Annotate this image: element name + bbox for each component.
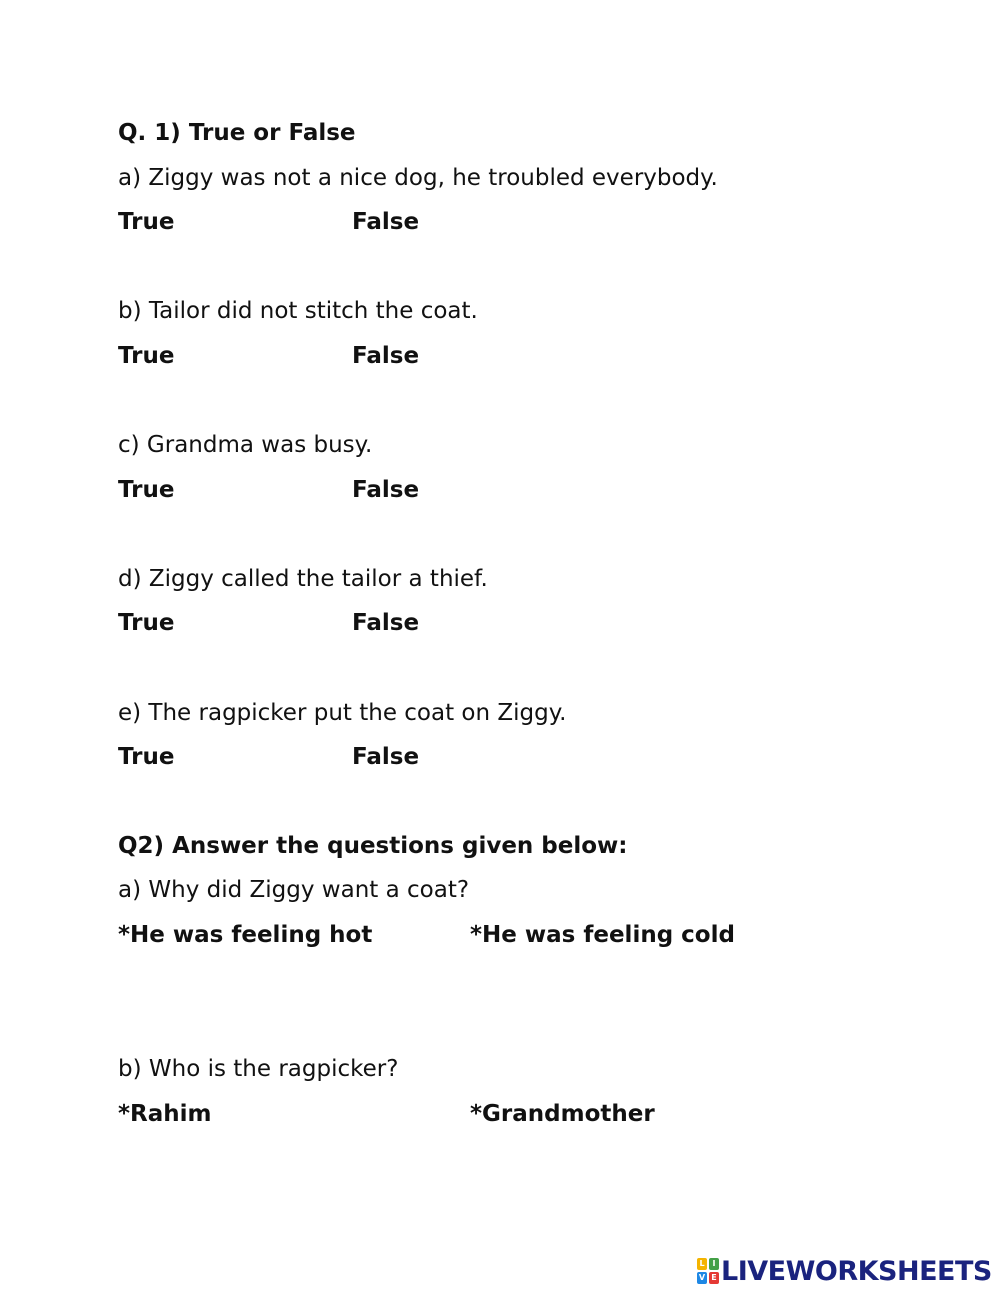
- q1-e-question: e) The ragpicker put the coat on Ziggy.: [118, 700, 567, 726]
- q1-d-option-false[interactable]: False: [352, 610, 420, 636]
- liveworksheets-logo: [697, 1256, 992, 1286]
- q1-a-option-false[interactable]: False: [352, 209, 420, 235]
- q2-a-option-1[interactable]: *He was feeling hot: [118, 922, 373, 948]
- q2-a-option-2[interactable]: *He was feeling cold: [470, 922, 735, 948]
- q1-d-question: d) Ziggy called the tailor a thief.: [118, 566, 488, 592]
- logo-block-l: L: [697, 1258, 707, 1270]
- q2-b-option-1[interactable]: *Rahim: [118, 1101, 212, 1127]
- q2-b-option-2[interactable]: *Grandmother: [470, 1101, 655, 1127]
- q1-e-option-true[interactable]: True: [118, 744, 175, 770]
- q1-a-option-true[interactable]: True: [118, 209, 175, 235]
- q1-c-question: c) Grandma was busy.: [118, 432, 373, 458]
- q1-c-option-true[interactable]: True: [118, 477, 175, 503]
- q1-d-option-true[interactable]: True: [118, 610, 175, 636]
- logo-block-v: V: [698, 1273, 706, 1282]
- q1-b-question: b) Tailor did not stitch the coat.: [118, 298, 478, 324]
- q1-a-question: a) Ziggy was not a nice dog, he troubled everybody.: [118, 165, 718, 191]
- q1-b-option-false[interactable]: False: [352, 343, 420, 369]
- logo-text: LIVEWORKSHEETS: [721, 1255, 992, 1287]
- q1-b-option-true[interactable]: True: [118, 343, 175, 369]
- q2-heading: Q2) Answer the questions given below:: [118, 833, 628, 859]
- q1-c-option-false[interactable]: False: [352, 477, 420, 503]
- logo-block-e: E: [709, 1272, 719, 1284]
- logo-block-i: I: [709, 1258, 719, 1270]
- q2-a-question: a) Why did Ziggy want a coat?: [118, 877, 470, 903]
- q1-e-option-false[interactable]: False: [352, 744, 420, 770]
- q1-heading: Q. 1) True or False: [118, 120, 356, 146]
- q2-b-question: b) Who is the ragpicker?: [118, 1056, 399, 1082]
- logo-blocks-icon: [697, 1258, 719, 1284]
